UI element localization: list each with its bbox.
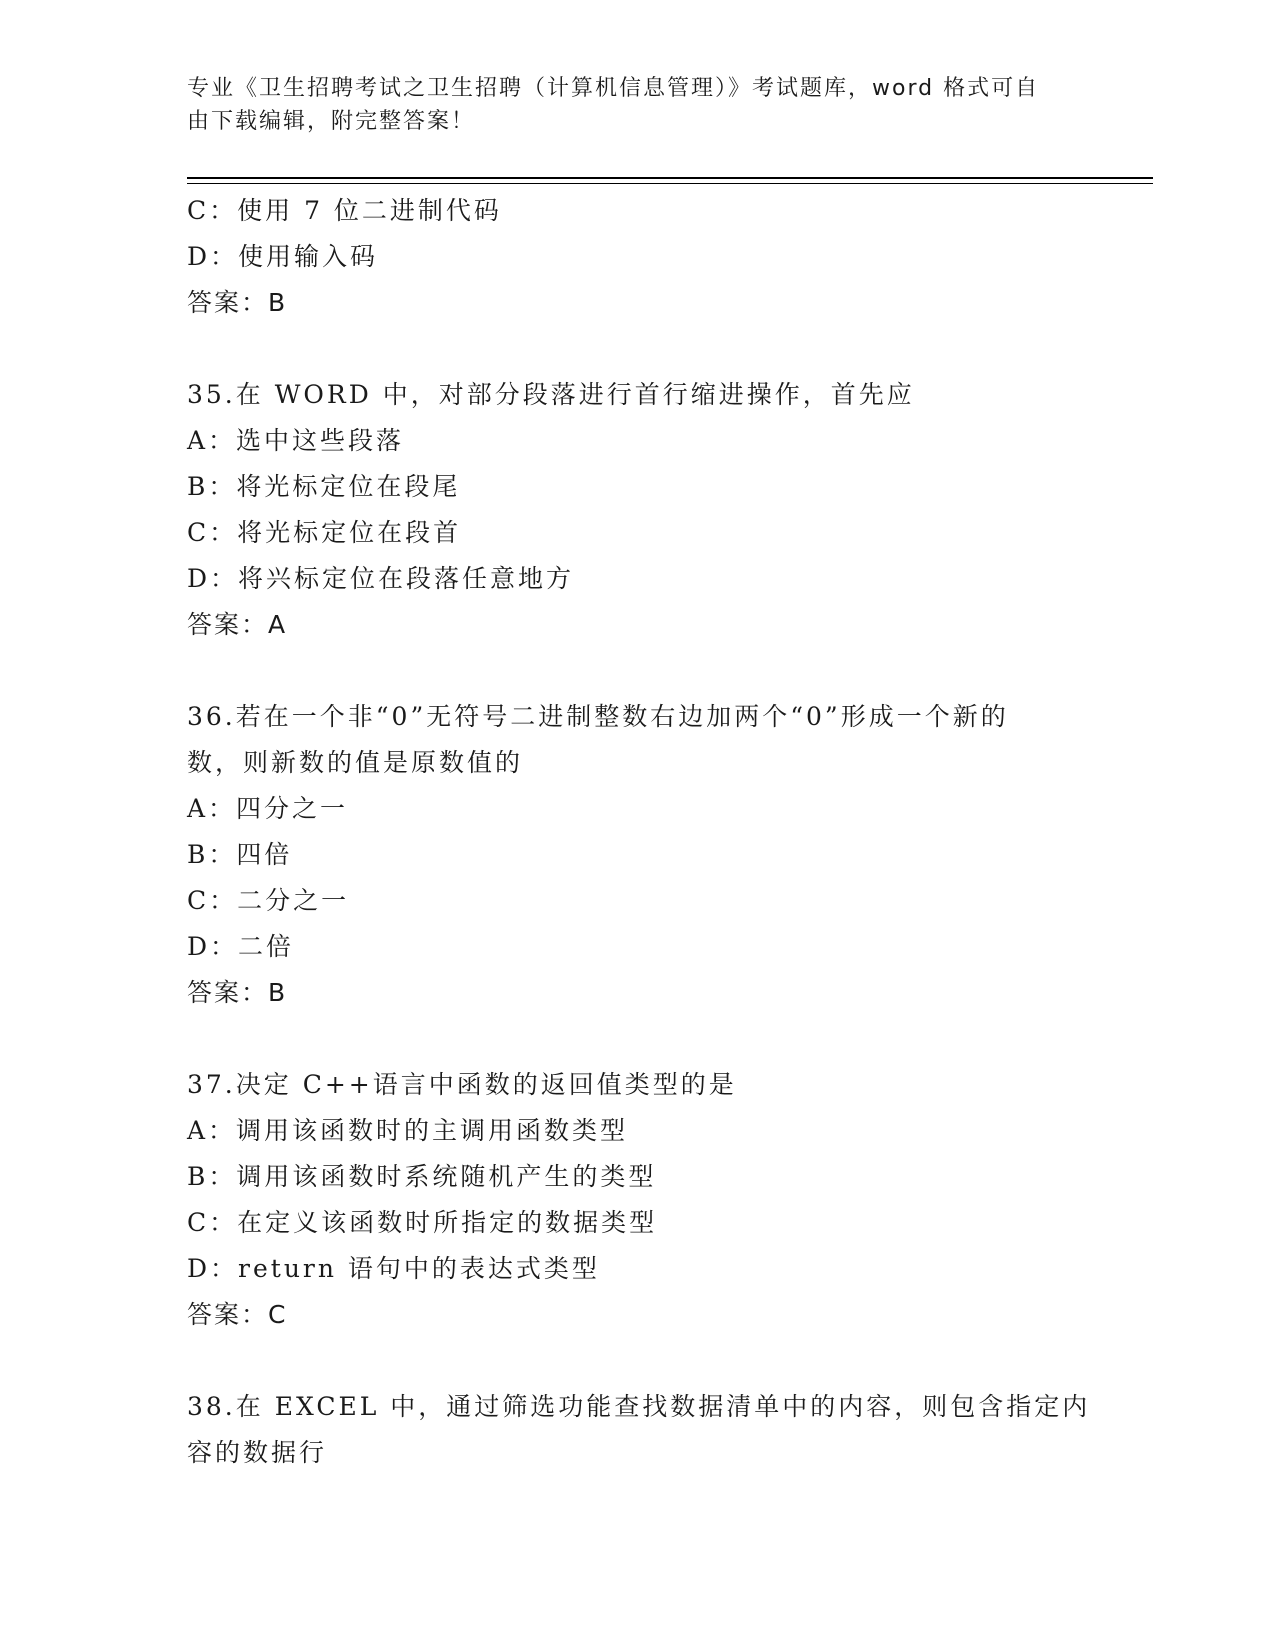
header-line-2: 由下载编辑，附完整答案！ <box>187 109 476 134</box>
answer-line: 答案：B <box>187 288 288 317</box>
option-c: C：使用 7 位二进制代码 <box>187 196 502 225</box>
option-b: B：四倍 <box>187 840 293 869</box>
question-36 <box>187 694 1087 1016</box>
option-c: C：二分之一 <box>187 886 350 915</box>
header-rule-thick <box>187 177 1153 179</box>
header-line-1: 专业《卫生招聘考试之卫生招聘（计算机信息管理）》考试题库，word 格式可自 <box>187 76 1040 101</box>
header-rule-thin <box>187 183 1153 184</box>
question-35 <box>187 372 1087 648</box>
option-a: A：四分之一 <box>187 794 349 823</box>
prev-question <box>187 188 1087 326</box>
question-content <box>187 188 1091 1476</box>
option-a: A：选中这些段落 <box>187 426 405 455</box>
question-text: 35.在 WORD 中，对部分段落进行首行缩进操作，首先应 <box>187 380 915 409</box>
document-header <box>187 72 1087 138</box>
question-text-cont: 容的数据行 <box>187 1438 328 1467</box>
option-c: C：将光标定位在段首 <box>187 518 462 547</box>
answer-line: 答案：A <box>187 610 288 639</box>
option-d: D：return 语句中的表达式类型 <box>187 1254 600 1283</box>
option-b: B：调用该函数时系统随机产生的类型 <box>187 1162 657 1191</box>
option-d: D：将兴标定位在段落任意地方 <box>187 564 575 593</box>
question-38 <box>187 1384 1091 1476</box>
answer-line: 答案：B <box>187 978 288 1007</box>
answer-line: 答案：C <box>187 1300 288 1329</box>
option-c: C：在定义该函数时所指定的数据类型 <box>187 1208 658 1237</box>
question-37 <box>187 1062 1087 1338</box>
option-a: A：调用该函数时的主调用函数类型 <box>187 1116 629 1145</box>
question-text: 36.若在一个非“0”无符号二进制整数右边加两个“0”形成一个新的 <box>187 702 1009 731</box>
question-text: 37.决定 C++语言中函数的返回值类型的是 <box>187 1070 737 1099</box>
question-text-cont: 数，则新数的值是原数值的 <box>187 748 524 777</box>
option-d: D：二倍 <box>187 932 295 961</box>
option-d: D：使用输入码 <box>187 242 379 271</box>
option-b: B：将光标定位在段尾 <box>187 472 461 501</box>
question-text: 38.在 EXCEL 中，通过筛选功能查找数据清单中的内容，则包含指定内 <box>187 1392 1091 1421</box>
